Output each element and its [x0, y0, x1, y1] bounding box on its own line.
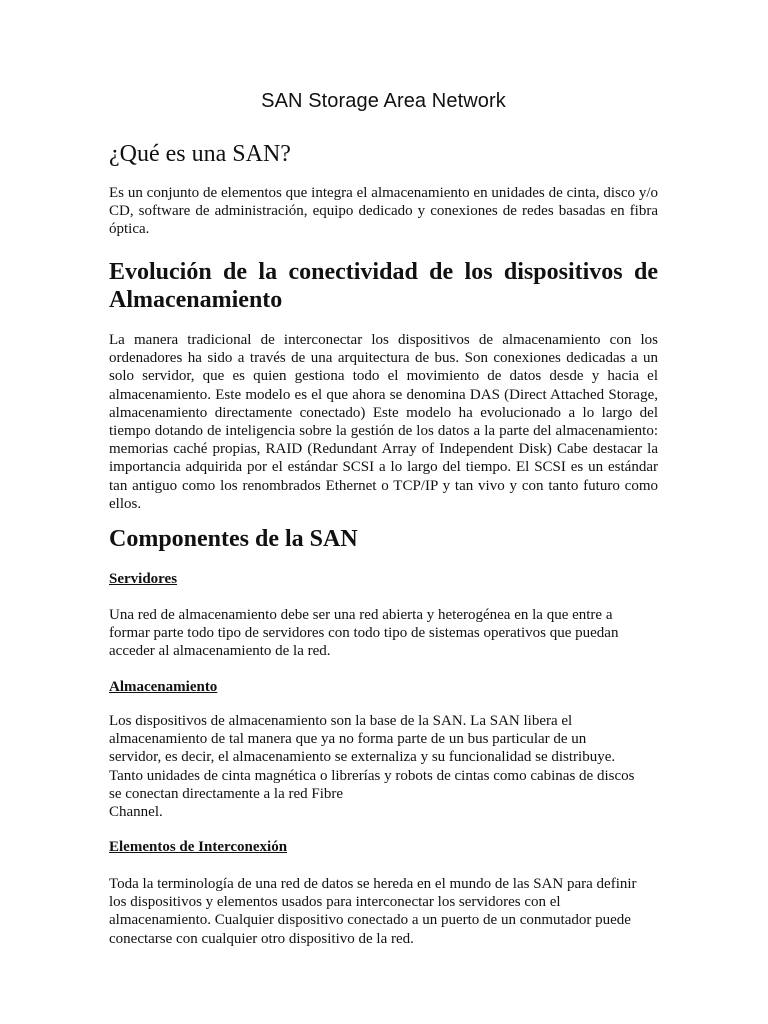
text-line: Una red de almacenamiento debe ser una red abierta y heterogénea en la que entre a: [109, 607, 613, 623]
paragraph-servidores: [109, 606, 658, 661]
subheading-almacenamiento: Almacenamiento: [109, 679, 218, 695]
text-line: Los dispositivos de almacenamiento son la base de la SAN. La SAN libera el: [109, 713, 573, 729]
paragraph-almacenamiento: [109, 712, 658, 821]
text-line: Tanto unidades de cinta magnética o librerías y robots de cintas como cabinas de discos: [109, 767, 635, 784]
paragraph-que-es-una-san: Es un conjunto de elementos que integra el almacenamiento en unidades de cinta, disco y/o CD, software de administración, equipo dedicado y conexiones de redes basadas en fibra óptica.: [109, 185, 658, 238]
text-line: almacenamiento de tal manera que ya no forma parte de un bus particular de un: [109, 731, 587, 748]
text-line: servidor, es decir, el almacenamiento se externaliza y su funcionalidad se distribuye.: [109, 749, 616, 766]
document-title: SAN Storage Area Network: [261, 90, 506, 112]
heading-que-es-una-san: ¿Qué es una SAN?: [109, 141, 291, 167]
paragraph-elementos-interconexion: [109, 875, 658, 948]
text-line: conectarse con cualquier otro dispositivo de la red.: [109, 930, 414, 947]
heading-evolucion: Evolución de la conectividad de los dispositivos de Almacenamiento: [109, 259, 658, 313]
text-line: los dispositivos y elementos usados para interconectar los servidores con el: [109, 894, 561, 911]
text-line: acceder al almacenamiento de la red.: [109, 643, 331, 660]
subheading-servidores: Servidores: [109, 571, 178, 587]
subheading-elementos-interconexion: Elementos de Interconexión: [109, 839, 288, 855]
text-line: almacenamiento. Cualquier dispositivo conectado a un puerto de un conmutador puede: [109, 912, 631, 929]
text-line: formar parte todo tipo de servidores con todo tipo de sistemas operativos que puedan: [109, 625, 619, 642]
text-line: Toda la terminología de una red de datos se hereda en el mundo de las SAN para definir: [109, 876, 637, 892]
text-line: se conectan directamente a la red Fibre: [109, 785, 344, 802]
heading-componentes: Componentes de la SAN: [109, 526, 358, 552]
text-line: Channel.: [109, 804, 163, 821]
paragraph-evolucion: La manera tradicional de interconectar los dispositivos de almacenamiento con los ordenadores ha sido a través de una arquitectura de bus. Son conexiones dedicadas a un solo servidor, que es quien gestiona todo el movimiento de datos desde y hacia el almacenamiento. Este modelo es el que ahora se denomina DAS (Direct Attached Storage, almacenamiento directamente conectado) Este modelo ha evolucionado a lo largo del tiempo dotando de inteligencia sobre la gestión de los datos a la parte del almacenamiento: memorias caché propias, RAID (Redundant Array of Independent Disk) Cabe destacar la importancia adquirida por el estándar SCSI a lo largo del tiempo. El SCSI es un estándar tan antiguo como los renombrados Ethernet o TCP/IP y tan vivo y con tanto futuro como ellos.: [109, 332, 658, 512]
